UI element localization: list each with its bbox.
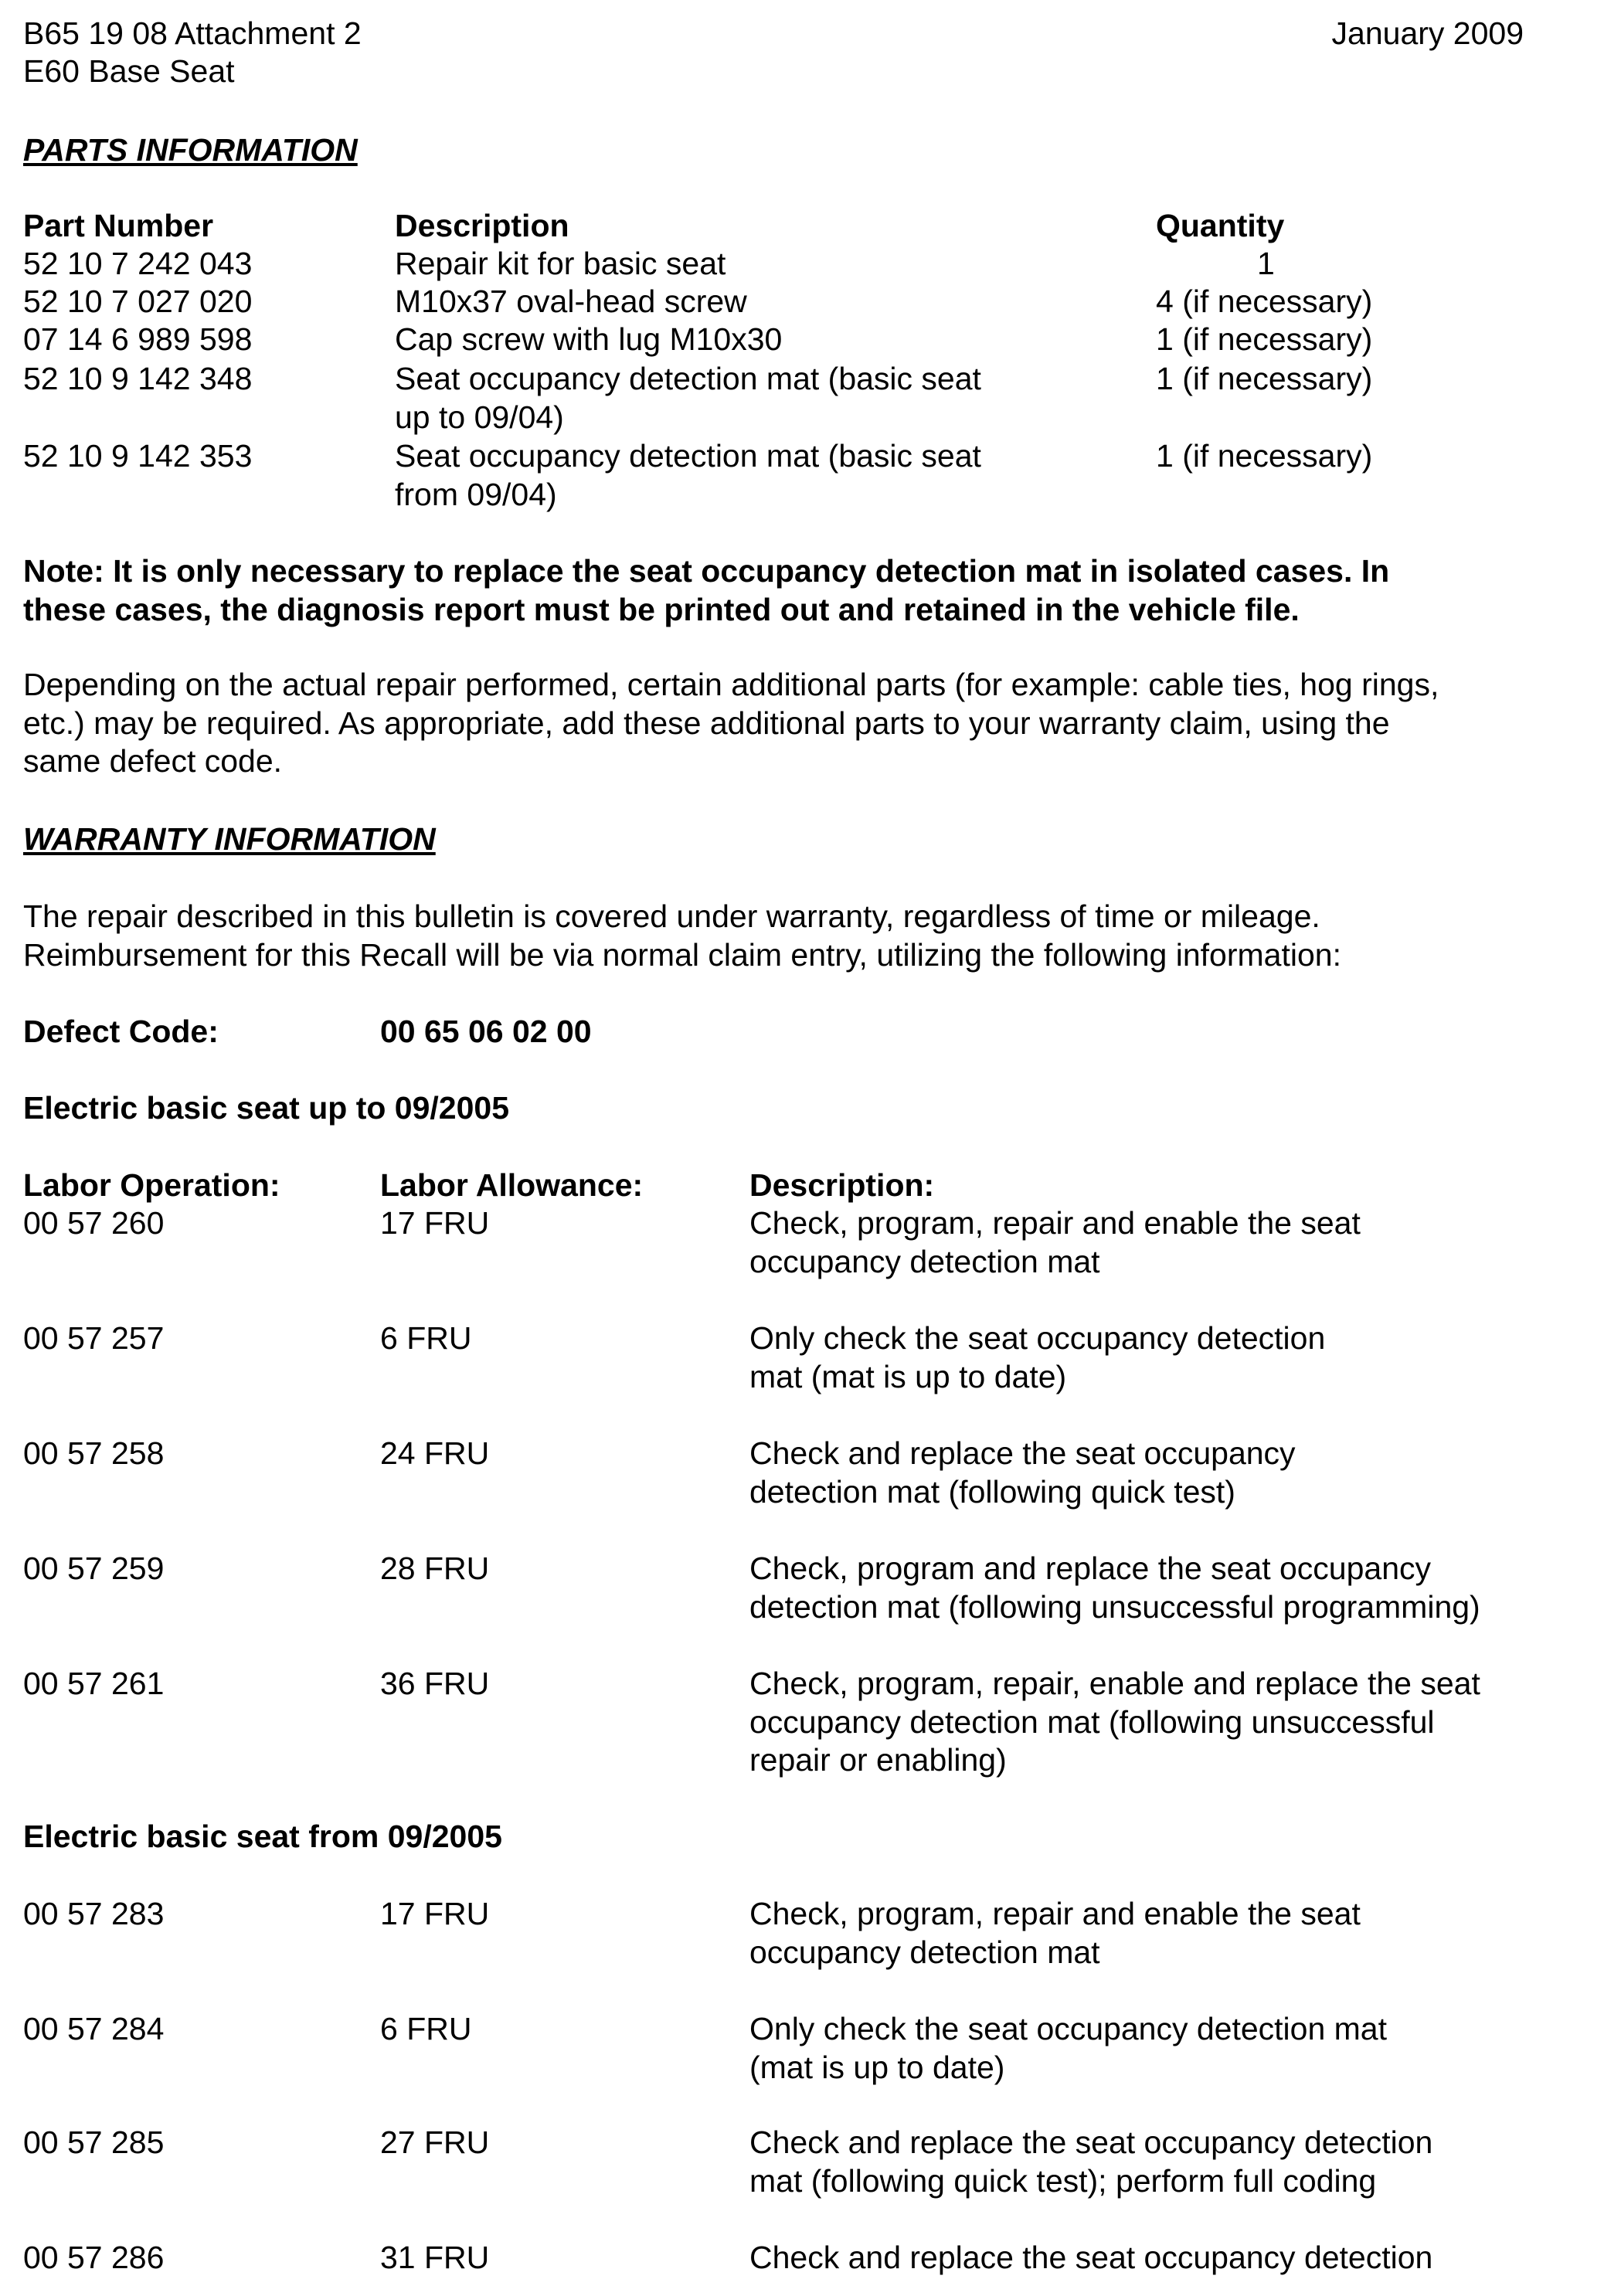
labor-operation: 00 57 284: [23, 2011, 165, 2046]
additional-parts-text: etc.) may be required. As appropriate, add these additional parts to your warranty claim, using the: [23, 705, 1390, 741]
labor-operation: 00 57 283: [23, 1896, 165, 1931]
labor-description: occupancy detection mat: [749, 1934, 1100, 1970]
labor-allowance: 17 FRU: [380, 1205, 490, 1241]
warranty-intro: The repair described in this bulletin is covered under warranty, regardless of time or mileage.: [23, 898, 1320, 934]
labor-allowance: 6 FRU: [380, 1320, 472, 1356]
note-text: these cases, the diagnosis report must be printed out and retained in the vehicle file.: [23, 591, 1300, 627]
labor-description: Check and replace the seat occupancy detection: [749, 2124, 1433, 2160]
labor-operation: 00 57 259: [23, 1550, 165, 1586]
defect-code-value: 00 65 06 02 00: [380, 1014, 592, 1049]
labor-allowance: 28 FRU: [380, 1550, 490, 1586]
part-quantity: 1 (if necessary): [1156, 438, 1373, 474]
labor-description: Check, program and replace the seat occupancy: [749, 1550, 1432, 1586]
warranty-intro: Reimbursement for this Recall will be via normal claim entry, utilizing the following information:: [23, 936, 1341, 973]
labor-description: (mat is up to date): [749, 2049, 1005, 2085]
labor-description: Check, program, repair and enable the seat: [749, 1896, 1361, 1931]
parts-col-part-number: Part Number: [23, 208, 214, 243]
labor-group-title: Electric basic seat up to 09/2005: [23, 1090, 509, 1126]
labor-description: Check, program, repair and enable the seat: [749, 1205, 1361, 1241]
part-number: 52 10 7 027 020: [23, 284, 253, 319]
labor-allowance: 6 FRU: [380, 2011, 472, 2046]
part-description: up to 09/04): [395, 399, 564, 435]
doc-date: January 2009: [1331, 15, 1524, 51]
part-description: Repair kit for basic seat: [395, 246, 726, 281]
note-text: Note: It is only necessary to replace the seat occupancy detection mat in isolated cases. In: [23, 553, 1390, 589]
doc-model: E60 Base Seat: [23, 53, 235, 89]
part-number: 52 10 7 242 043: [23, 246, 253, 281]
labor-allowance: 24 FRU: [380, 1435, 490, 1471]
labor-allowance: 17 FRU: [380, 1896, 490, 1931]
part-number: 07 14 6 989 598: [23, 321, 253, 357]
labor-description: Only check the seat occupancy detection: [749, 1320, 1326, 1356]
additional-parts-text: same defect code.: [23, 743, 283, 779]
labor-operation: 00 57 257: [23, 1320, 165, 1356]
labor-description: detection mat (following unsuccessful programming): [749, 1588, 1480, 1625]
labor-allowance: 31 FRU: [380, 2240, 490, 2275]
labor-operation: 00 57 258: [23, 1435, 165, 1471]
part-description: M10x37 oval-head screw: [395, 284, 747, 319]
part-description: from 09/04): [395, 476, 557, 512]
labor-description: Only check the seat occupancy detection mat: [749, 2011, 1388, 2046]
labor-description: Check, program, repair, enable and replace the seat: [749, 1666, 1480, 1701]
part-number: 52 10 9 142 348: [23, 361, 253, 396]
labor-description: mat (mat is up to date): [749, 1358, 1067, 1394]
defect-code-label: Defect Code:: [23, 1014, 219, 1049]
part-quantity: 1 (if necessary): [1156, 361, 1373, 396]
labor-description: Check and replace the seat occupancy detection: [749, 2240, 1433, 2275]
labor-description: Check and replace the seat occupancy: [749, 1435, 1296, 1471]
labor-allowance: 36 FRU: [380, 1666, 490, 1701]
part-quantity: 1 (if necessary): [1156, 321, 1373, 357]
labor-operation: 00 57 261: [23, 1666, 165, 1701]
parts-heading: PARTS INFORMATION: [23, 132, 358, 168]
warranty-heading: WARRANTY INFORMATION: [23, 821, 436, 857]
labor-description: occupancy detection mat (following unsuccessful: [749, 1703, 1435, 1740]
part-number: 52 10 9 142 353: [23, 438, 253, 474]
labor-col-allowance: Labor Allowance:: [380, 1167, 644, 1203]
additional-parts-text: Depending on the actual repair performed, certain additional parts (for example: cable ties, hog rings,: [23, 667, 1439, 702]
labor-operation: 00 57 285: [23, 2124, 165, 2160]
part-quantity: 4 (if necessary): [1156, 284, 1373, 319]
labor-description: repair or enabling): [749, 1742, 1007, 1778]
labor-description: detection mat (following quick test): [749, 1473, 1235, 1510]
labor-description: occupancy detection mat: [749, 1243, 1100, 1279]
labor-operation: 00 57 260: [23, 1205, 165, 1241]
part-quantity: 1: [1257, 246, 1275, 281]
part-description: Seat occupancy detection mat (basic seat: [395, 438, 981, 474]
parts-col-quantity: Quantity: [1156, 208, 1285, 243]
doc-reference: B65 19 08 Attachment 2: [23, 15, 362, 51]
labor-group-title: Electric basic seat from 09/2005: [23, 1819, 502, 1854]
part-description: Seat occupancy detection mat (basic seat: [395, 361, 981, 396]
labor-col-description: Description:: [749, 1167, 935, 1203]
part-description: Cap screw with lug M10x30: [395, 321, 783, 357]
labor-allowance: 27 FRU: [380, 2124, 490, 2160]
labor-col-operation: Labor Operation:: [23, 1167, 280, 1203]
parts-col-description: Description: [395, 208, 569, 243]
labor-description: mat (following quick test); perform full coding: [749, 2162, 1377, 2199]
labor-operation: 00 57 286: [23, 2240, 165, 2275]
